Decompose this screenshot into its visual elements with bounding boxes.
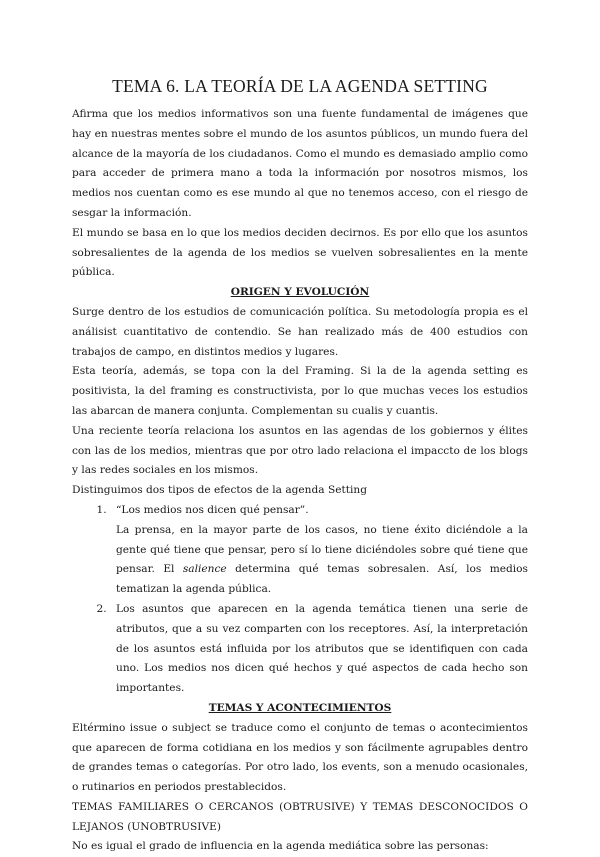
paragraph-issue: Eltérmino issue o subject se traduce como el conjunto de temas o acontecimientos que aparecen de forma cotidiana en los medios y son fácilmente agrupables dentro de grandes temas o categorías. Por otro lado, los events, son a menudo ocasionales, o rutinarios en periodos prestablecidos.	[72, 721, 528, 794]
paragraph-agenda-media: El mundo se basa en lo que los medios deciden decirnos. Es por ello que los asuntos sobresalientes de la agenda de los medios se vuelven sobresalientes en la mente pública.	[72, 226, 528, 279]
document-title: TEMA 6. LA TEORÍA DE LA AGENDA SETTING	[112, 76, 488, 96]
list-item-text: determina qué temas sobresalen. Así, los medios tematizan la agenda pública.	[116, 563, 528, 596]
list-item-body	[116, 521, 528, 600]
list-item-heading: “Los medios nos dicen qué pensar”.	[116, 503, 309, 516]
list-item	[110, 600, 528, 699]
paragraph-intro: Afirma que los medios informativos son una fuente fundamental de imágenes que hay en nuestras mentes sobre el mundo de los asuntos públicos, un mundo fuera del alcance de la mayoría de los ciudadanos. Como el mundo es demasiado amplio como para acceder de primera mano a toda la información por nosotros mismos, los medios nos cuentan como es ese mundo al que no tenemos acceso, con el riesgo de sesgar la información.	[72, 108, 528, 219]
paragraph-origen: Surge dentro de los estudios de comunicación política. Su metodología propia es el análisist cuantitativo de contendio. Se han realizado más de 400 estudios con trabajos de campo, en distintos medios y lugares.	[72, 305, 528, 358]
paragraph-reciente-teoria: Una reciente teoría relaciona los asuntos en las agendas de los gobiernos y élites con las de los medios, mientras que por otro lado relaciona el impaccto de los blogs y las redes sociales en los mismos.	[72, 424, 528, 477]
list-item-text: Los asuntos que aparecen en la agenda temática tienen una serie de atributos, que a su vez comparten con los receptores. Así, la interpretación de los asuntos está influida por los atributos que se identifiquen con cada uno. Los medios nos dicen qué hechos y qué aspectos de cada hecho son importantes.	[116, 602, 528, 695]
effects-list	[72, 501, 528, 699]
paragraph-grado-influencia: No es igual el grado de influencia en la agenda mediática sobre las personas:	[72, 840, 489, 853]
section-heading-origen: ORIGEN Y EVOLUCIÓN	[230, 286, 370, 299]
paragraph-framing: Esta teoría, además, se topa con la del Framing. Si la de la agenda setting es positivista, la del framing es constructivista, por lo que muchas veces los estudios las abarcan de manera conjunta. Complementan su cualis y cuantis.	[72, 365, 528, 417]
list-item-text: La prensa, en la mayor parte de los casos, no tiene éxito diciéndole a la gente qué tiene que pensar, pero sí lo tiene diciéndoles sobre qué tiene que pensar. El	[116, 523, 528, 576]
section-heading-temas: TEMAS Y ACONTECIMIENTOS	[208, 701, 392, 714]
list-item	[110, 501, 528, 600]
paragraph-temas-familiares: TEMAS FAMILIARES O CERCANOS (OBTRUSIVE) Y TEMAS DESCONOCIDOS O LEJANOS (UNOBTRUSIVE)	[72, 800, 528, 833]
salience-term: salience	[182, 563, 227, 576]
paragraph-tipos-efectos: Distinguimos dos tipos de efectos de la agenda Setting	[72, 484, 368, 497]
